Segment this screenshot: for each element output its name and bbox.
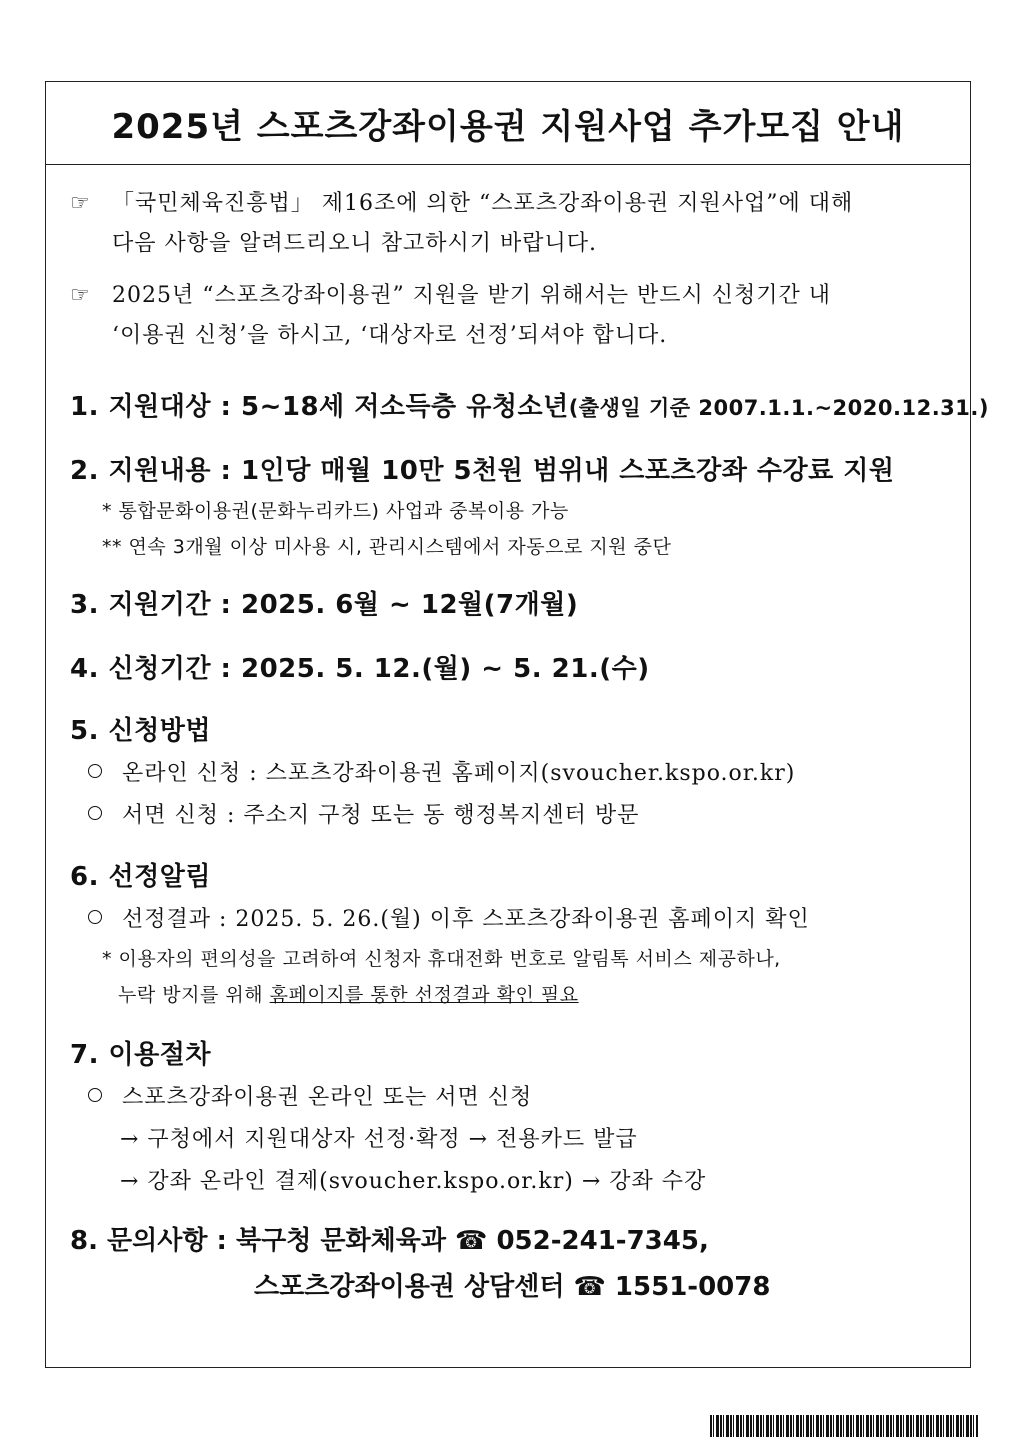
section-6-item-1 xyxy=(88,902,810,933)
pointing-hand-icon: ☞ xyxy=(70,191,90,216)
section-8-line-2: 스포츠강좌이용권 상담센터 ☎ 1551-0078 xyxy=(254,1272,771,1302)
section-5-item-1 xyxy=(88,756,795,787)
section-3-period: 3. 지원기간 : 2025. 6월 ~ 12월(7개월) xyxy=(70,590,579,620)
section-5-item-1-text: 온라인 신청 : 스포츠강좌이용권 홈페이지(svoucher.kspo.or.kr) xyxy=(122,761,796,786)
bullet-circle-icon xyxy=(88,764,102,778)
intro-p2-line2: ‘이용권 신청’을 하시고, ‘대상자로 선정’되셔야 합니다. xyxy=(112,323,668,348)
section-1-target xyxy=(70,386,1011,423)
section-5-method: 5. 신청방법 xyxy=(70,716,211,746)
section-4-application-period: 4. 신청기간 : 2025. 5. 12.(월) ~ 5. 21.(수) xyxy=(70,654,650,684)
pointing-hand-icon: ☞ xyxy=(70,283,90,308)
title-box xyxy=(46,82,970,165)
intro-p2-line1: 2025년 “스포츠강좌이용권” 지원을 받기 위해서는 반드시 신청기간 내 xyxy=(112,283,831,308)
section-2-content: 2. 지원내용 : 1인당 매월 10만 5천원 범위내 스포츠강좌 수강료 지원 xyxy=(70,456,895,486)
section-2-note-2: ** 연속 3개월 이상 미사용 시, 관리시스템에서 자동으로 지원 중단 xyxy=(102,536,672,558)
bullet-circle-icon xyxy=(88,806,102,820)
section-6-note-2-underlined: 홈페이지를 통한 선정결과 확인 필요 xyxy=(269,984,579,1006)
page-title: 2025년 스포츠강좌이용권 지원사업 추가모집 안내 xyxy=(111,106,905,147)
section-7-step-1: → 구청에서 지원대상자 선정·확정 → 전용카드 발급 xyxy=(120,1127,638,1152)
section-5-item-2 xyxy=(88,798,639,829)
section-6-note-2 xyxy=(118,980,579,1007)
intro-paragraph-2 xyxy=(70,276,950,356)
section-5-item-2-text: 서면 신청 : 주소지 구청 또는 동 행정복지센터 방문 xyxy=(122,803,640,828)
section-8-line-1: 북구청 문화체육과 ☎ 052-241-7345, xyxy=(236,1226,709,1256)
barcode-image xyxy=(710,1415,978,1437)
section-8-label: 8. 문의사항 : xyxy=(70,1226,236,1256)
section-7-step-2: → 강좌 온라인 결제(svoucher.kspo.or.kr) → 강좌 수강 xyxy=(120,1169,707,1194)
bullet-circle-icon xyxy=(88,910,102,924)
section-6-note-2-plain: 누락 방지를 위해 xyxy=(118,984,270,1006)
intro-p1-line1: 「국민체육진흥법」 제16조에 의한 “스포츠강좌이용권 지원사업”에 대해 xyxy=(112,191,854,216)
section-8-contact xyxy=(70,1220,709,1257)
section-6-note-1: * 이용자의 편의성을 고려하여 신청자 휴대전화 번호로 알림톡 서비스 제공하나, xyxy=(102,948,781,970)
section-7-item-1 xyxy=(88,1080,532,1111)
section-7-item-1-text: 스포츠강좌이용권 온라인 또는 서면 신청 xyxy=(122,1085,533,1110)
section-7-procedure: 7. 이용절차 xyxy=(70,1040,211,1070)
bullet-circle-icon xyxy=(88,1088,102,1102)
section-6-notice: 6. 선정알림 xyxy=(70,862,211,892)
section-1-detail: (출생일 기준 2007.1.1.~2020.12.31.) xyxy=(568,396,989,420)
intro-paragraph-1 xyxy=(70,184,950,264)
intro-p1-line2: 다음 사항을 알려드리오니 참고하시기 바랍니다. xyxy=(112,231,598,256)
section-2-note-1: * 통합문화이용권(문화누리카드) 사업과 중복이용 가능 xyxy=(102,500,569,522)
section-1-label: 1. 지원대상 : 5~18세 저소득층 유청소년 xyxy=(70,392,569,422)
section-6-item-1-text: 선정결과 : 2025. 5. 26.(월) 이후 스포츠강좌이용권 홈페이지 확인 xyxy=(122,907,810,932)
